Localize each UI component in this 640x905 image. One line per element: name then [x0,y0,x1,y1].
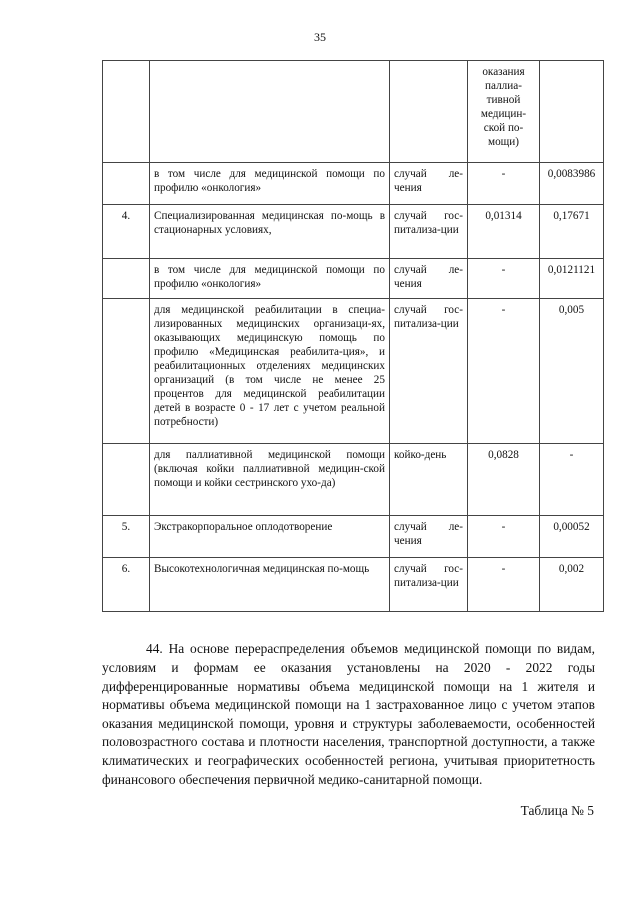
table-row [103,259,604,299]
row-number: 6. [103,558,150,612]
table-row [103,163,604,205]
row-number [103,444,150,516]
page-number: 35 [314,30,326,44]
row-description: в том числе для медицинской помощи по профилю «онкология» [150,163,390,205]
row-unit: койко-день [390,444,468,516]
row-unit: случай гос-питализа-ции [390,558,468,612]
row-unit: случай ле-чения [390,163,468,205]
row-value-1: оказания паллиа-тивной медицин-ской по-мощи) [468,61,540,163]
row-description: Экстракорпоральное оплодотворение [150,516,390,558]
row-unit: случай гос-питализа-ции [390,205,468,259]
row-value-1: - [468,516,540,558]
row-number [103,299,150,444]
table-row [103,444,604,516]
row-value-2: 0,0083986 [540,163,604,205]
row-description [150,61,390,163]
row-value-1: - [468,259,540,299]
row-number: 4. [103,205,150,259]
table-caption: Таблица № 5 [520,803,594,818]
row-unit: случай ле-чения [390,259,468,299]
row-description: Высокотехнологичная медицинская по-мощь [150,558,390,612]
row-value-1: 0,0828 [468,444,540,516]
row-unit: случай гос-питализа-ции [390,299,468,444]
row-value-2 [540,61,604,163]
table-row [103,205,604,259]
row-number [103,259,150,299]
row-value-1: - [468,299,540,444]
row-value-1: 0,01314 [468,205,540,259]
row-value-1: - [468,163,540,205]
row-description: для медицинской реабилитации в специа-лизированных медицинских организаци-ях, оказывающих медицинскую помощь по профилю «Медицинская реабилита-ция», и реабилитационных отделениях медицинских организаций (в том числе не менее 25 процентов для медицинской реабилитации детей в возрасте 0 - 17 лет с учетом реальной потребности) [150,299,390,444]
row-value-1: - [468,558,540,612]
row-description: в том числе для медицинской помощи по профилю «онкология» [150,259,390,299]
norms-table [102,60,604,612]
row-value-2: 0,00052 [540,516,604,558]
row-value-2: 0,0121121 [540,259,604,299]
row-number [103,163,150,205]
row-number [103,61,150,163]
row-unit: случай ле-чения [390,516,468,558]
table-row [103,61,604,163]
row-value-2: 0,002 [540,558,604,612]
row-number: 5. [103,516,150,558]
row-description: для паллиативной медицинской помощи (включая койки паллиативной медицин-ской помощи и койки сестринского ухо-да) [150,444,390,516]
table-row [103,516,604,558]
row-description: Специализированная медицинская по-мощь в стационарных условиях, [150,205,390,259]
row-value-2: 0,005 [540,299,604,444]
table-row [103,558,604,612]
row-value-2: 0,17671 [540,205,604,259]
paragraph-44: 44. На основе перераспределения объемов медицинской помощи по видам, условиям и формам ее оказания установлены на 2020 - 2022 годы дифференцированные нормативы объема медицинской помощи на 1 жителя и нормативы объема медицинской помощи на 1 застрахованное лицо с учетом этапов оказания медицинской помощи, уровня и структуры заболеваемости, особенностей половозрастного состава и плотности населения, транспортной доступности, а также климатических и географических особенностей региона, учитывая приоритетность финансового обеспечения первичной медико-санитарной помощи. [102,641,595,787]
row-value-2: - [540,444,604,516]
table-row [103,299,604,444]
row-unit [390,61,468,163]
